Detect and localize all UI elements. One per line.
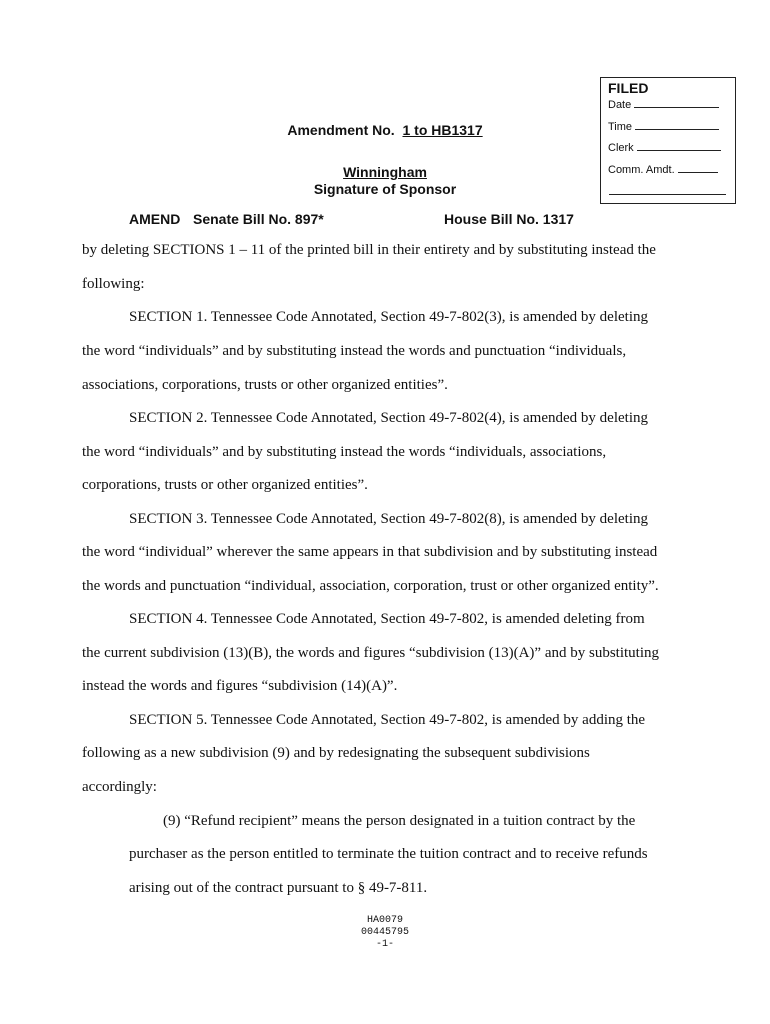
amendment-number: 1 to HB1317 bbox=[402, 122, 483, 138]
body-line: the word “individuals” and by substituting instead the words and punctuation “individuals, bbox=[82, 343, 627, 359]
filed-clerk-blank bbox=[637, 141, 721, 151]
body-line: the word “individual” wherever the same appears in that subdivision and by substituting instead bbox=[82, 544, 658, 560]
filed-clerk-row bbox=[608, 141, 721, 154]
body-line: purchaser as the person entitled to terminate the tuition contract and to receive refunds bbox=[129, 846, 648, 862]
body-line: SECTION 3. Tennessee Code Annotated, Section 49-7-802(8), is amended by deleting bbox=[129, 511, 648, 527]
amend-label: AMEND bbox=[129, 211, 181, 227]
body-line: following: bbox=[82, 276, 145, 292]
page-number: -1- bbox=[375, 939, 394, 950]
filed-comm-amdt-label: Comm. Amdt. bbox=[608, 164, 675, 176]
filed-clerk-label: Clerk bbox=[608, 142, 634, 154]
body-line: SECTION 5. Tennessee Code Annotated, Section 49-7-802, is amended by adding the bbox=[129, 712, 646, 728]
body-line: arising out of the contract pursuant to § 49-7-811. bbox=[129, 880, 428, 896]
body-line: the words and punctuation “individual, association, corporation, trust or other organized entity”. bbox=[82, 578, 659, 594]
filed-date-blank bbox=[634, 98, 719, 108]
footer-code-1: HA0079 bbox=[366, 915, 403, 926]
body-line: SECTION 4. Tennessee Code Annotated, Section 49-7-802, is amended deleting from bbox=[129, 611, 645, 627]
footer-code-2: 00445795 bbox=[360, 927, 409, 938]
house-bill-ref: House Bill No. 1317 bbox=[444, 211, 574, 227]
body-line: corporations, trusts or other organized entities”. bbox=[82, 477, 368, 493]
body-line: SECTION 1. Tennessee Code Annotated, Section 49-7-802(3), is amended by deleting bbox=[129, 309, 648, 325]
senate-bill-ref: Senate Bill No. 897* bbox=[193, 211, 324, 227]
body-line: the current subdivision (13)(B), the words and figures “subdivision (13)(A)” and by substituting bbox=[82, 645, 659, 661]
sponsor-signature-label: Signature of Sponsor bbox=[313, 181, 457, 197]
body-line: SECTION 2. Tennessee Code Annotated, Section 49-7-802(4), is amended by deleting bbox=[129, 410, 648, 426]
filed-title: FILED bbox=[608, 80, 649, 96]
amendment-heading bbox=[0, 122, 770, 138]
body-line: (9) “Refund recipient” means the person designated in a tuition contract by the bbox=[163, 813, 636, 829]
body-line: following as a new subdivision (9) and by redesignating the subsequent subdivisions bbox=[82, 745, 590, 761]
body-line: the word “individuals” and by substituting instead the words “individuals, associations, bbox=[82, 444, 607, 460]
body-line: accordingly: bbox=[82, 779, 157, 795]
filed-date-label: Date bbox=[608, 99, 632, 111]
body-line: by deleting SECTIONS 1 – 11 of the printed bill in their entirety and by substituting instead the bbox=[82, 242, 656, 258]
body-line: associations, corporations, trusts or other organized entities”. bbox=[82, 377, 448, 393]
filed-date-row bbox=[608, 98, 719, 111]
sponsor-name: Winningham bbox=[343, 164, 427, 180]
body-line: instead the words and figures “subdivision (14)(A)”. bbox=[82, 678, 398, 694]
amendment-label: Amendment No. bbox=[287, 122, 395, 138]
filed-time-label: Time bbox=[608, 121, 633, 133]
